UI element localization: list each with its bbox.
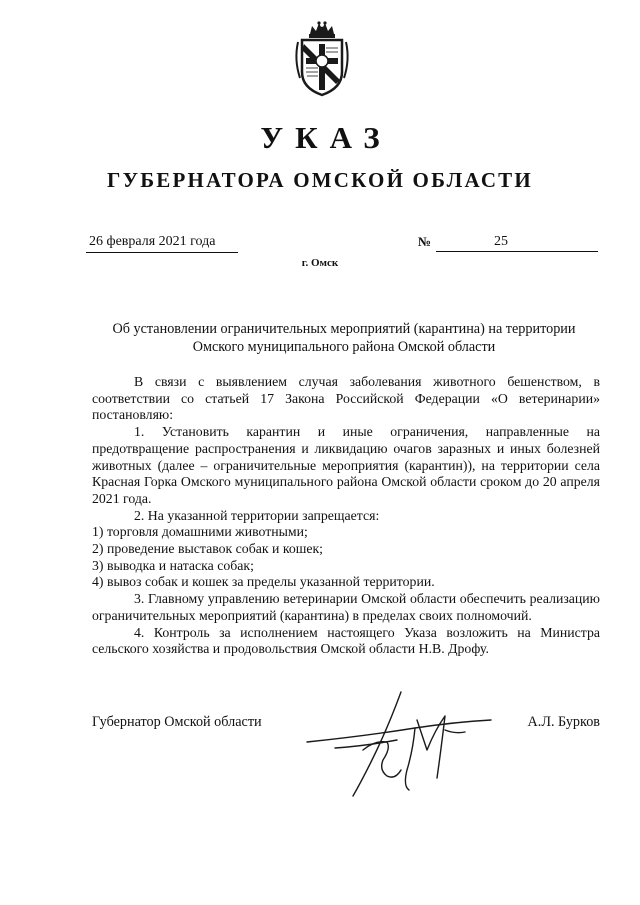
subject-line-1: Об установлении ограничительных мероприятий (карантина) на территории [112,321,576,337]
item-2: 2. На указанной территории запрещается: [134,507,380,523]
handwritten-signature [305,690,495,802]
subitem-3: 3) выводка и натаска собак; [92,557,254,573]
item-3: 3. Главному управлению ветеринарии Омской области обеспечить реализацию ограничительных мероприятий (карантина) в пределах своих полномочий. [92,591,600,623]
intro-paragraph: В связи с выявлением случая заболевания животного бешенством, в соответствии со статьей 17 Закона Российской Федерации «О ветеринарии» постановляю: [92,374,600,423]
item-4: 4. Контроль за исполнением настоящего Указа возложить на Министра сельского хозяйства и продовольствия Омской области Н.В. Дрофу. [92,624,600,657]
document-subject [88,320,600,356]
subject-line-2: Омского муниципального района Омской области [192,339,496,355]
date-field [86,232,238,253]
signatory-position: Губернатор Омской области [92,714,262,730]
subitem-2: 2) проведение выставок собак и кошек; [92,541,324,557]
number-sign: № [418,234,432,249]
subitem-1: 1) торговля домашними животными; [92,524,308,540]
number-value: 25 [494,234,508,249]
city-label: г. Омск [301,257,339,269]
item-1: 1. Установить карантин и иные ограничения, направленные на предотвращение распространения и ликвидацию очагов заразных и иных болезней животных (далее – ограничительные мероприятия (карантин)), на территории села Красная Горка Омского муниципального района Омской области сроком до 20 апреля 2021 года. [92,424,600,506]
subitem-4: 4) вывоз собак и кошек за пределы указанной территории. [92,574,435,590]
document-body [92,374,600,658]
coat-of-arms-emblem [292,20,352,98]
number-field [418,232,598,252]
document-title: УКАЗ [260,120,392,155]
document-subtitle: ГУБЕРНАТОРА ОМСКОЙ ОБЛАСТИ [107,168,533,192]
signatory-name: А.Л. Бурков [527,714,600,730]
number-underline [436,251,598,252]
date-value: 26 февраля 2021 года [89,234,216,249]
